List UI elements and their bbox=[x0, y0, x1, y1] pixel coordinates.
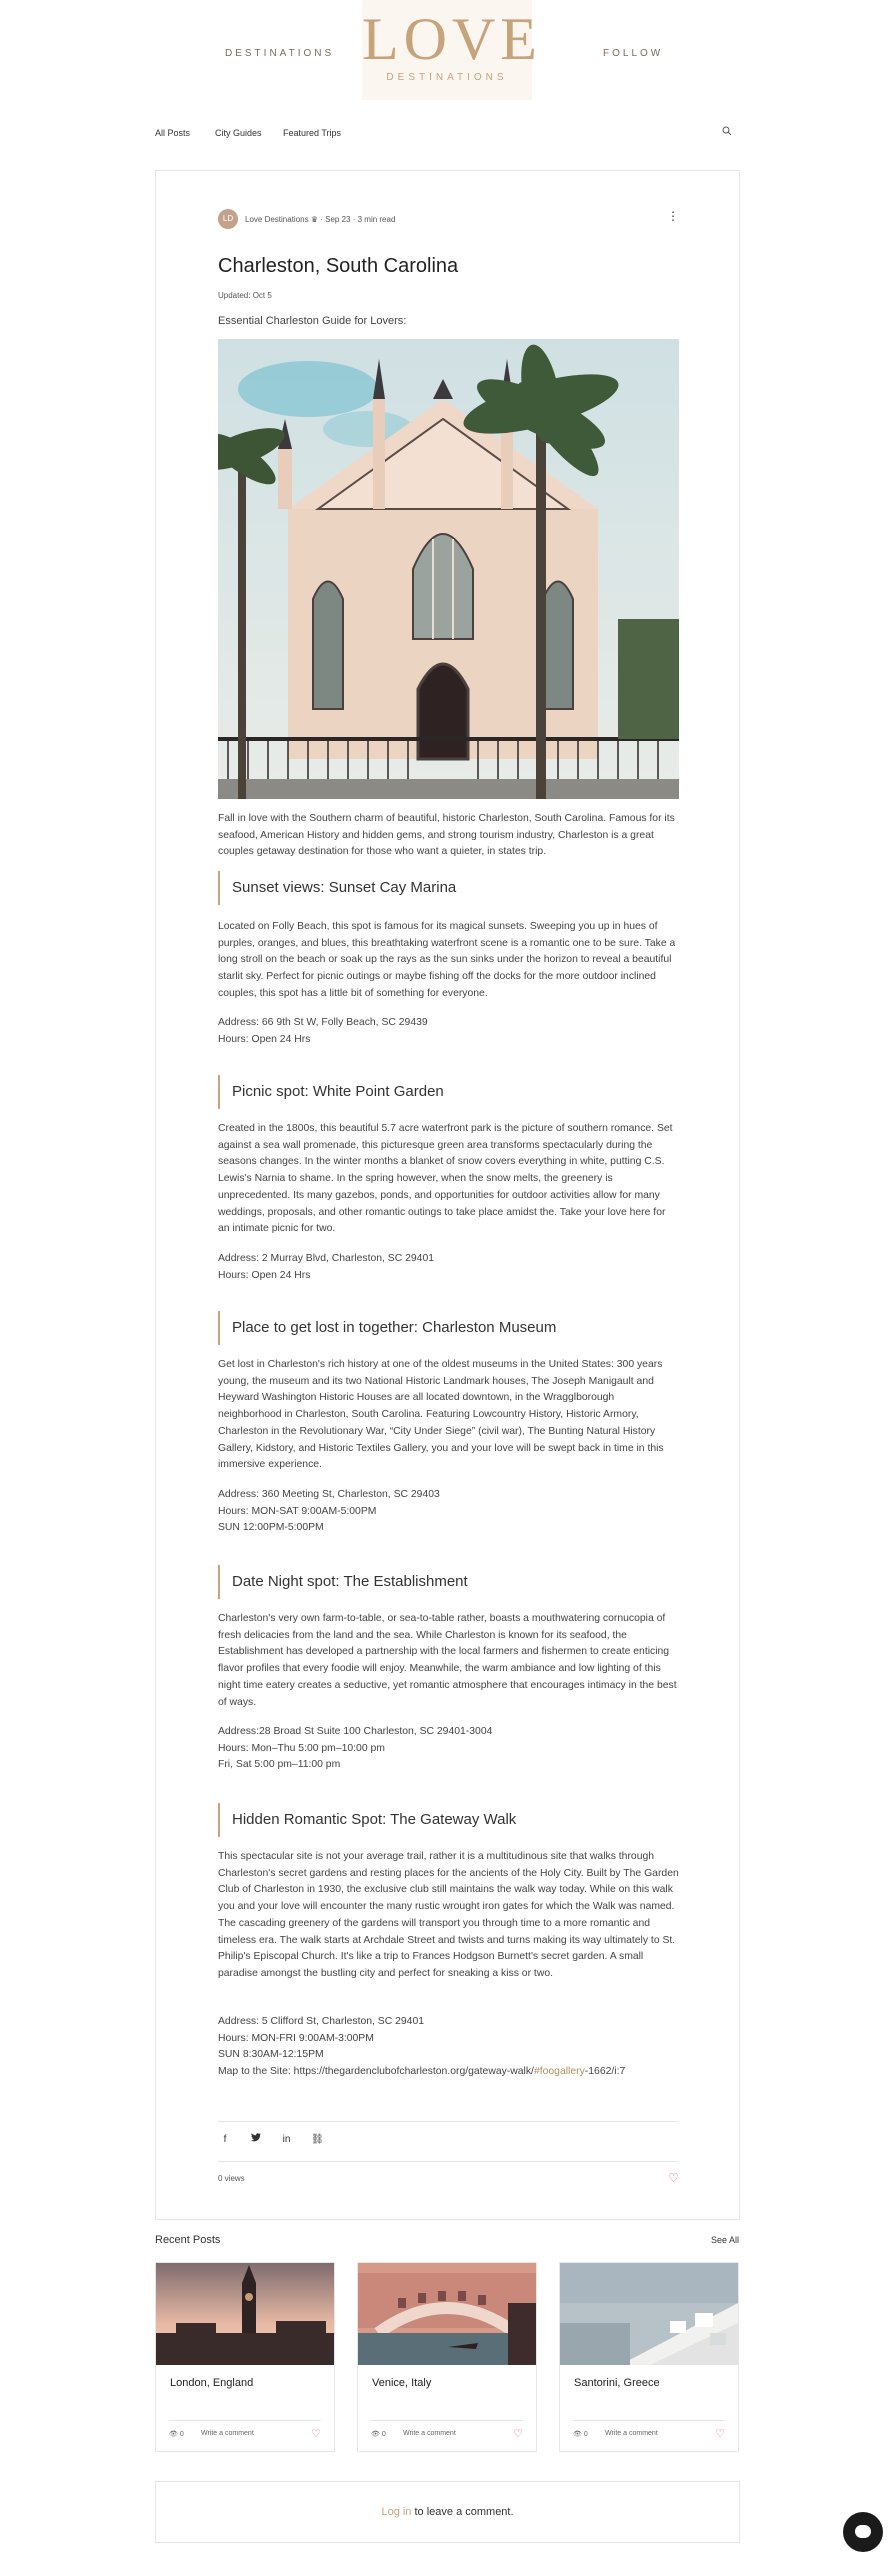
card-title[interactable]: London, England bbox=[170, 2377, 254, 2389]
login-to-comment-box bbox=[155, 2481, 740, 2543]
nav-city-guides[interactable]: City Guides bbox=[215, 128, 262, 138]
write-comment-link[interactable]: Write a comment bbox=[403, 2430, 456, 2437]
heart-icon[interactable]: ♡ bbox=[668, 2171, 679, 2185]
card-views: 0 bbox=[179, 2431, 184, 2438]
views-icon-count: 👁 0 bbox=[371, 2431, 386, 2438]
heart-icon[interactable]: ♡ bbox=[311, 2428, 321, 2440]
site-header bbox=[0, 0, 895, 108]
views-count: 0 views bbox=[218, 2174, 245, 2183]
card-divider bbox=[169, 2420, 321, 2421]
section-heading-establishment: Date Night spot: The Establishment bbox=[218, 1565, 679, 1599]
section-body-sunset: Located on Folly Beach, this spot is famous for its magical sunsets. Sweeping you up in hues of purples, oranges, and blues, this breathtaking waterfront scene is a romantic one to be sure. Take a long stroll on the beach or soak up the rays as the sun sinks under the horizon to reveal a beautiful starlit sky. Perfect for picnic outings or maybe fishing off the docks for the more outdoor inclined couples, this spot has a little bit of something for everyone. bbox=[218, 921, 676, 999]
card-views: 0 bbox=[381, 2431, 386, 2438]
post-date: Sep 23 bbox=[325, 215, 351, 224]
crown-icon: ♛ bbox=[310, 215, 318, 224]
post-title: Charleston, South Carolina bbox=[218, 255, 459, 277]
blog-nav bbox=[155, 124, 740, 146]
author-name[interactable]: Love Destinations bbox=[245, 215, 309, 224]
section-address-sunset bbox=[218, 1015, 679, 1048]
section-heading-picnic: Picnic spot: White Point Garden bbox=[218, 1075, 679, 1109]
section-heading-gateway: Hidden Romantic Spot: The Gateway Walk bbox=[218, 1803, 679, 1837]
hours-line: Hours: MON-SAT 9:00AM-5:00PM bbox=[218, 1505, 377, 1517]
hours-line: SUN 8:30AM-12:15PM bbox=[218, 2049, 324, 2061]
heart-icon[interactable]: ♡ bbox=[513, 2428, 523, 2440]
nav-follow[interactable]: FOLLOW bbox=[603, 48, 664, 59]
avatar[interactable]: LD bbox=[218, 209, 238, 229]
hours-line: Fri, Sat 5:00 pm–11:00 pm bbox=[218, 1759, 341, 1771]
address-line: Address: 2 Murray Blvd, Charleston, SC 29401 bbox=[218, 1253, 434, 1264]
more-options-icon[interactable]: ⋮ bbox=[667, 209, 679, 223]
section-body-gateway: This spectacular site is not your average trail, rather it is a multitudinous site that walks through Charleston's secret gardens and resting places for the ancients of the Holy City. Built by The Garden Club of Charleston in 1930, the exclusive club still maintains the walk way today. While on this walk you and your love will encounter the many rustic wrought iron gates for which the Walk was named. The cascading greenery of the gardens will transport you through time to a more romantic and timeless era. The walk starts at Archdale Street and twists and turns making its way ultimately to St. Philip's Episcopal Church. It's like a trip to Frances Hodgson Burnett's secret garden. A small paradise amongst the bustling city and perfect for sneaking a kiss or two. bbox=[218, 1851, 679, 1979]
hours-line: Hours: Open 24 Hrs bbox=[218, 1269, 311, 1281]
lead-paragraph: Fall in love with the Southern charm of beautiful, historic Charleston, South Carolina. Famous for its seafood, American History and hidden gems, and strong tourism industry, Charleston is a great couples getaway destination for those who want a quieter, in states trip. bbox=[218, 813, 675, 858]
author-row bbox=[218, 209, 679, 229]
nav-destinations[interactable]: DESTINATIONS bbox=[225, 48, 335, 59]
hero-image-church bbox=[218, 339, 679, 799]
map-link-line[interactable] bbox=[218, 2064, 679, 2081]
facebook-icon[interactable]: f bbox=[223, 2134, 227, 2145]
address-line: Address: 66 9th St W, Folly Beach, SC 29439 bbox=[218, 1017, 428, 1028]
author-meta bbox=[245, 215, 395, 224]
hours-line: Hours: Mon–Thu 5:00 pm–10:00 pm bbox=[218, 1742, 385, 1754]
nav-featured-trips[interactable]: Featured Trips bbox=[283, 128, 342, 138]
map-link-suffix[interactable]: -1662/i:7 bbox=[584, 2066, 626, 2078]
section-body-museum: Get lost in Charleston's rich history at one of the oldest museums in the United States: 300 years young, the museum and its two National Historic Landmark houses, The Joseph Manigault and Heyward Washington Historic Houses are all located downtown, in the Wragglborough neighborhood in Charleston, South Carolina. Featuring Lowcountry History, Historic Armory, Charleston in the Revolutionary War, “City Under Siege” (civil war), The Bunting Natural History Gallery, Kidstory, and Historic Textiles Gallery, you and your love will be swept back in time in this immersive experience. bbox=[218, 1359, 664, 1471]
card-title[interactable]: Venice, Italy bbox=[372, 2377, 432, 2389]
card-title[interactable]: Santorini, Greece bbox=[574, 2377, 660, 2389]
address-line: Address: 5 Clifford St, Charleston, SC 29401 bbox=[218, 2016, 424, 2027]
logo-love-text: LOVE bbox=[362, 6, 542, 72]
views-row bbox=[218, 2161, 679, 2183]
login-rest-text: to leave a comment. bbox=[411, 2506, 514, 2518]
hours-line: SUN 12:00PM-5:00PM bbox=[218, 1522, 324, 1534]
section-body-establishment: Charleston's very own farm-to-table, or sea-to-table rather, boasts a mouthwatering cornucopia of fresh delicacies from the land and the sea. While Charleston is known for its seafood, the Establishment has developed a partnership with the local farmers and fishermen to create enticing flavor profiles that every foodie will enjoy. Meanwhile, the warm ambiance and low lighting of this night time eatery creates a seductive, yet romantic atmosphere that encourages intimacy in the best of ways. bbox=[218, 1613, 677, 1708]
london-image bbox=[156, 2263, 334, 2365]
address-line: Address: 360 Meeting St, Charleston, SC 29403 bbox=[218, 1489, 440, 1500]
twitter-icon[interactable] bbox=[249, 2133, 263, 2145]
card-meta-london bbox=[155, 2420, 335, 2442]
section-address-picnic bbox=[218, 1251, 679, 1284]
card-meta-santorini bbox=[559, 2420, 739, 2442]
nav-all-posts[interactable]: All Posts bbox=[155, 128, 191, 138]
write-comment-link[interactable]: Write a comment bbox=[201, 2430, 254, 2437]
site-logo[interactable] bbox=[362, 0, 542, 100]
section-address-gateway bbox=[218, 2014, 679, 2081]
chat-bubble-icon[interactable] bbox=[843, 2512, 883, 2552]
post-card bbox=[155, 170, 740, 2220]
section-heading-museum: Place to get lost in together: Charleston Museum bbox=[218, 1311, 679, 1345]
map-link-tag[interactable]: #foogallery bbox=[533, 2066, 585, 2078]
heart-icon[interactable]: ♡ bbox=[715, 2428, 725, 2440]
views-icon-count: 👁 0 bbox=[573, 2431, 588, 2438]
see-all-link[interactable]: See All bbox=[711, 2235, 740, 2245]
linkedin-icon[interactable]: in bbox=[282, 2134, 291, 2145]
card-views: 0 bbox=[583, 2431, 588, 2438]
section-heading-sunset: Sunset views: Sunset Cay Marina bbox=[218, 871, 679, 905]
section-body-picnic: Created in the 1800s, this beautiful 5.7 acre waterfront park is the picture of southern romance. Set against a sea wall promenade, this picturesque green area transforms spectacularly during the seasons changes. In the winter months a blanket of snow covers everything in white, putting C.S. Lewis's Narnia to shame. In the spring however, when the snow melts, the greenery is unprecedented. Its many gazebos, ponds, and opportunities for outdoor activities allow for many weddings, proposals, and other romantic outings to take place amidst the. Take your love here for an intimate picnic for two. bbox=[218, 1123, 673, 1235]
recent-posts-title: Recent Posts bbox=[155, 2234, 221, 2246]
login-link[interactable]: Log in bbox=[381, 2506, 412, 2518]
venice-image bbox=[358, 2263, 536, 2365]
hours-line: Hours: MON-FRI 9:00AM-3:00PM bbox=[218, 2032, 374, 2044]
santorini-image bbox=[560, 2263, 738, 2365]
section-address-establishment bbox=[218, 1724, 679, 1774]
views-icon-count: 👁 0 bbox=[169, 2431, 184, 2438]
share-divider bbox=[218, 2121, 679, 2122]
address-line: Address:28 Broad St Suite 100 Charleston, SC 29401-3004 bbox=[218, 1726, 493, 1737]
share-icons bbox=[218, 2133, 338, 2145]
section-address-museum bbox=[218, 1487, 679, 1537]
write-comment-link[interactable]: Write a comment bbox=[605, 2430, 658, 2437]
card-divider bbox=[573, 2420, 725, 2421]
logo-destinations-text: DESTINATIONS bbox=[386, 72, 508, 83]
read-time: 3 min read bbox=[357, 215, 396, 224]
post-intro: Essential Charleston Guide for Lovers: bbox=[218, 315, 407, 327]
search-icon[interactable] bbox=[722, 126, 732, 138]
updated-date: Updated: Oct 5 bbox=[218, 291, 272, 300]
card-meta-venice bbox=[357, 2420, 537, 2442]
meta-dot: · bbox=[320, 215, 326, 224]
card-divider bbox=[371, 2420, 523, 2421]
map-link-prefix[interactable]: Map to the Site: https://thegardenclubofcharleston.org/gateway-walk/ bbox=[218, 2066, 534, 2078]
hours-line: Hours: Open 24 Hrs bbox=[218, 1033, 311, 1045]
link-icon[interactable]: ⛓ bbox=[310, 2134, 324, 2145]
meta-dot: · bbox=[352, 215, 358, 224]
